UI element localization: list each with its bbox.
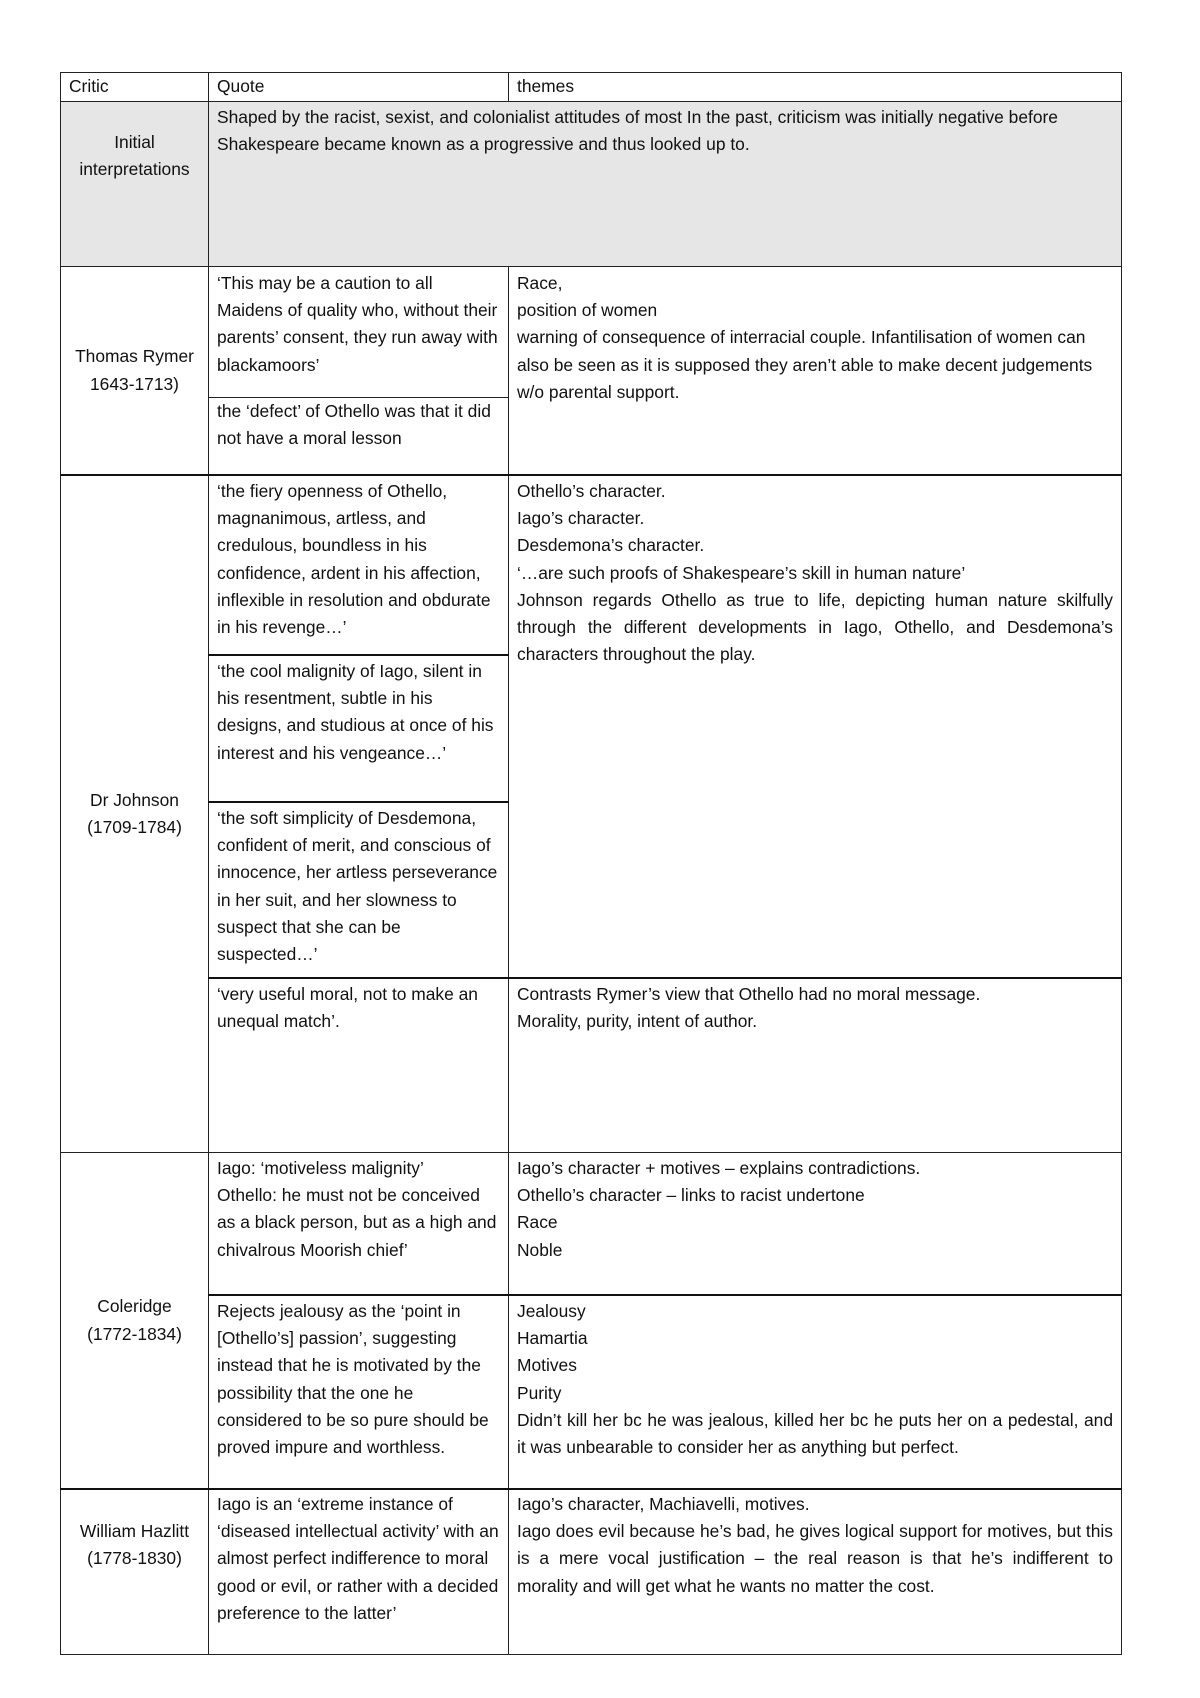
coleridge-quote-2: Rejects jealousy as the ‘point in [Othello’s] passion’, suggesting instead that he is motivated by the possibility that the one he considered to be so pure should be proved impure and worthless. bbox=[209, 1295, 509, 1489]
header-quote: Quote bbox=[209, 73, 509, 102]
critic-label: Coleridge (1772-1834) bbox=[87, 1296, 182, 1344]
hazlitt-themes-list: Iago’s character, Machiavelli, motives. bbox=[517, 1494, 810, 1514]
critic-label: Dr Johnson (1709-1784) bbox=[87, 789, 182, 837]
header-themes: themes bbox=[509, 73, 1122, 102]
coleridge-themes-1: Iago’s character + motives – explains contradictions. Othello’s character – links to racist undertone Race Noble bbox=[509, 1153, 1122, 1296]
johnson-quote-3: ‘the soft simplicity of Desdemona, confident of merit, and conscious of innocence, her artless perseverance in her suit, and her slowness to suspect that she can be suspected…’ bbox=[209, 802, 509, 978]
johnson-label-cell bbox=[61, 475, 209, 1153]
hazlitt-label-cell bbox=[61, 1489, 209, 1655]
hazlitt-themes-1 bbox=[509, 1489, 1122, 1655]
critic-label: William Hazlitt (1778-1830) bbox=[79, 1521, 190, 1569]
johnson-quote-1: ‘the fiery openness of Othello, magnanimous, artless, and credulous, boundless in his confidence, ardent in his affection, inflexible in resolution and obdurate in his revenge…’ bbox=[209, 475, 509, 655]
coleridge-themes-2 bbox=[509, 1295, 1122, 1489]
coleridge-row-2 bbox=[61, 1295, 1122, 1489]
coleridge-label-cell bbox=[61, 1153, 209, 1490]
rymer-label-cell bbox=[61, 267, 209, 476]
coleridge-themes-analysis: Didn’t kill her bc he was jealous, killed her bc he puts her on a pedestal, and it was unbearable to consider her as anything but perfect. bbox=[517, 1409, 1113, 1458]
johnson-themes-analysis: Johnson regards Othello as true to life, depicting human nature skilfully through the different developments in Iago, Othello, and Desdemona’s characters throughout the play. bbox=[517, 589, 1113, 665]
initial-interpretations-row bbox=[61, 102, 1122, 267]
johnson-themes-list: Othello’s character. Iago’s character. Desdemona’s character. ‘…are such proofs of Shakespeare’s skill in human nature’ bbox=[517, 481, 966, 583]
johnson-themes-1 bbox=[509, 475, 1122, 978]
rymer-row-1 bbox=[61, 267, 1122, 398]
johnson-row-1 bbox=[61, 475, 1122, 655]
johnson-quote-2: ‘the cool malignity of Iago, silent in his resentment, subtle in his designs, and studious at once of his interest and his vengeance…’ bbox=[209, 655, 509, 802]
johnson-row-4 bbox=[61, 978, 1122, 1153]
critics-table bbox=[60, 72, 1122, 1655]
critic-label: Thomas Rymer 1643-1713) bbox=[75, 346, 194, 394]
johnson-quote-4: ‘very useful moral, not to make an unequal match’. bbox=[209, 978, 509, 1153]
coleridge-themes-list: Jealousy Hamartia Motives Purity bbox=[517, 1301, 588, 1403]
rymer-quote-2: the ‘defect’ of Othello was that it did not have a moral lesson bbox=[209, 398, 509, 476]
rymer-themes: Race, position of women warning of consequence of interracial couple. Infantilisation of women can also be seen as it is supposed they aren’t able to make decent judgements w/o parental support. bbox=[509, 267, 1122, 476]
hazlitt-quote-1: Iago is an ‘extreme instance of ‘diseased intellectual activity’ with an almost perfect indifference to moral good or evil, or rather with a decided preference to the latter’ bbox=[209, 1489, 509, 1655]
initial-interpretations-label bbox=[61, 102, 209, 267]
hazlitt-row-1 bbox=[61, 1489, 1122, 1655]
header-critic: Critic bbox=[61, 73, 209, 102]
coleridge-quote-1: Iago: ‘motiveless malignity’ Othello: he must not be conceived as a black person, but as a high and chivalrous Moorish chief’ bbox=[209, 1153, 509, 1296]
header-row bbox=[61, 73, 1122, 102]
hazlitt-themes-analysis: Iago does evil because he’s bad, he gives logical support for motives, but this is a mere vocal justification – the real reason is that he’s indifferent to morality and will get what he wants no matter the cost. bbox=[517, 1521, 1113, 1596]
johnson-themes-2: Contrasts Rymer’s view that Othello had no moral message. Morality, purity, intent of author. bbox=[509, 978, 1122, 1153]
critic-label: Initial interpretations bbox=[79, 132, 190, 180]
rymer-quote-1: ‘This may be a caution to all Maidens of quality who, without their parents’ consent, they run away with blackamoors’ bbox=[209, 267, 509, 398]
initial-interpretations-text: Shaped by the racist, sexist, and colonialist attitudes of most In the past, criticism was initially negative before Shakespeare became known as a progressive and thus looked up to. bbox=[209, 102, 1122, 267]
coleridge-row-1 bbox=[61, 1153, 1122, 1296]
